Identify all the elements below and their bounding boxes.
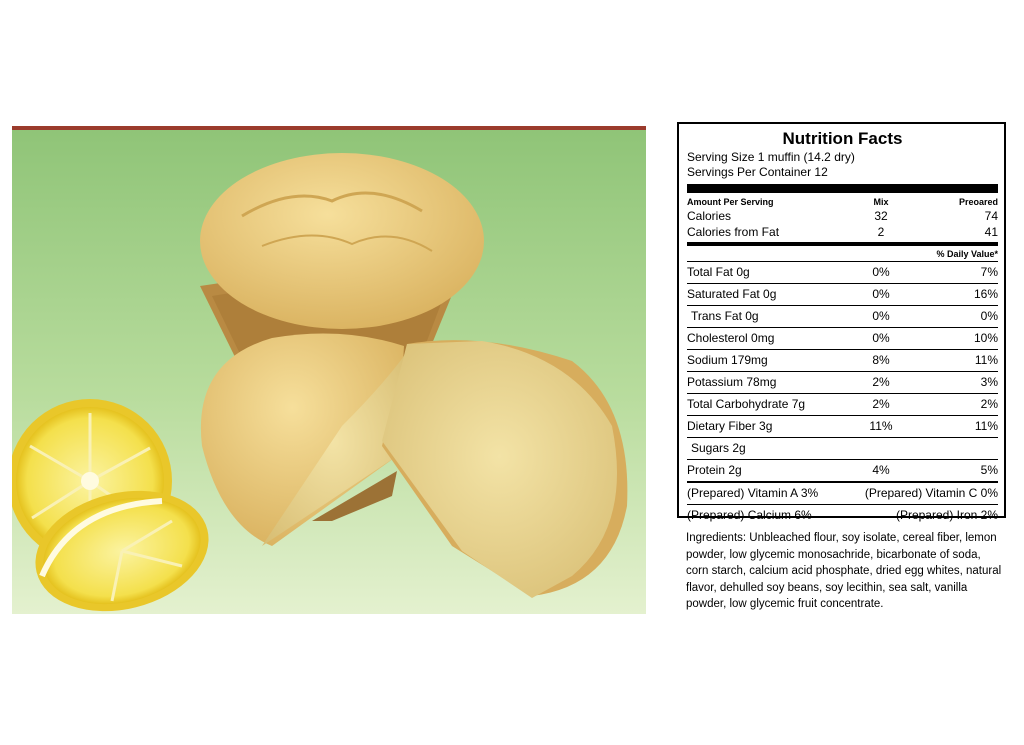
nutrient-row (687, 262, 998, 284)
calories-fat-label: Calories from Fat (687, 225, 780, 239)
ingredients-text: Ingredients: Unbleached flour, soy isolate, cereal fiber, lemon powder, low glycemic monosachride, bicarbonate of soda, corn starch, calcium acid phosphate, dried egg whites, natural flavor, dehulled soy beans, soy lecithin, sea salt, vanilla powder, low glycemic fruit concentrate. (686, 532, 1002, 610)
divider-thick (687, 184, 998, 193)
nutrient-prepared: 2% (980, 397, 998, 411)
nutrient-mix: 0% (872, 287, 890, 301)
calories-prepared: 74 (984, 209, 998, 223)
vitamin-right: (Prepared) Vitamin C 0% (864, 486, 998, 500)
nutrient-label: Protein 2g (687, 463, 742, 477)
nutrient-row (687, 350, 998, 372)
nutrient-prepared: 11% (974, 419, 998, 433)
nutrient-prepared: 3% (980, 375, 998, 389)
nutrient-row (687, 328, 998, 350)
mix-header: Mix (873, 197, 889, 207)
vitamin-left: (Prepared) Vitamin A 3% (687, 486, 819, 500)
calories-row (687, 208, 998, 224)
nutrient-label: Dietary Fiber 3g (687, 419, 773, 433)
nutrient-prepared: 7% (980, 265, 998, 279)
nutrient-mix: 2% (872, 397, 890, 411)
nutrient-row (687, 416, 998, 438)
nutrient-label: Potassium 78mg (687, 375, 777, 389)
nutrient-label: Sugars 2g (691, 441, 746, 455)
divider-medium (687, 242, 998, 246)
prepared-header: Preoared (958, 197, 998, 207)
serving-size: Serving Size 1 muffin (14.2 dry) (687, 150, 855, 164)
nutrient-label: Total Fat 0g (687, 265, 750, 279)
nutrient-prepared: 10% (973, 331, 998, 345)
daily-value-header: % Daily Value* (687, 247, 998, 262)
lemon-muffins-photo (12, 126, 646, 614)
calories-fat-mix: 2 (877, 225, 885, 239)
nutrition-title: Nutrition Facts (782, 129, 903, 148)
nutrient-prepared: 11% (974, 353, 998, 367)
nutrient-label: Cholesterol 0mg (687, 331, 775, 345)
vitamin-row (687, 505, 998, 526)
nutrient-row (687, 372, 998, 394)
nutrient-mix: 8% (872, 353, 890, 367)
nutrient-prepared: 5% (980, 463, 998, 477)
nutrient-label: Trans Fat 0g (691, 309, 759, 323)
amount-per-serving-header: Amount Per Serving (687, 197, 774, 207)
nutrient-mix: 11% (869, 419, 893, 433)
vitamin-row (687, 483, 998, 505)
calories-mix: 32 (874, 209, 888, 223)
nutrient-mix: 0% (872, 331, 890, 345)
nutrient-mix: 0% (872, 265, 890, 279)
nutrient-row (687, 284, 998, 306)
nutrient-label: Total Carbohydrate 7g (687, 397, 806, 411)
column-header-row (687, 196, 998, 208)
servings-per-container: Servings Per Container 12 (687, 165, 828, 179)
nutrient-prepared: 0% (980, 309, 998, 323)
vitamin-right: (Prepared) Iron 2% (895, 508, 998, 522)
nutrient-row (687, 306, 998, 328)
calories-label: Calories (687, 209, 732, 223)
nutrient-row (687, 438, 998, 460)
calories-fat-prepared: 41 (984, 225, 998, 239)
calories-from-fat-row (687, 224, 998, 240)
nutrient-row (687, 394, 998, 416)
nutrient-mix: 2% (872, 375, 890, 389)
nutrient-label: Saturated Fat 0g (687, 287, 777, 301)
nutrient-row (687, 460, 998, 483)
nutrition-facts-label (677, 122, 1006, 522)
nutrient-mix: 0% (872, 309, 890, 323)
nutrient-mix: 4% (872, 463, 890, 477)
nutrient-label: Sodium 179mg (687, 353, 768, 367)
nutrient-prepared: 16% (973, 287, 998, 301)
vitamin-left: (Prepared) Calcium 6% (687, 508, 812, 522)
